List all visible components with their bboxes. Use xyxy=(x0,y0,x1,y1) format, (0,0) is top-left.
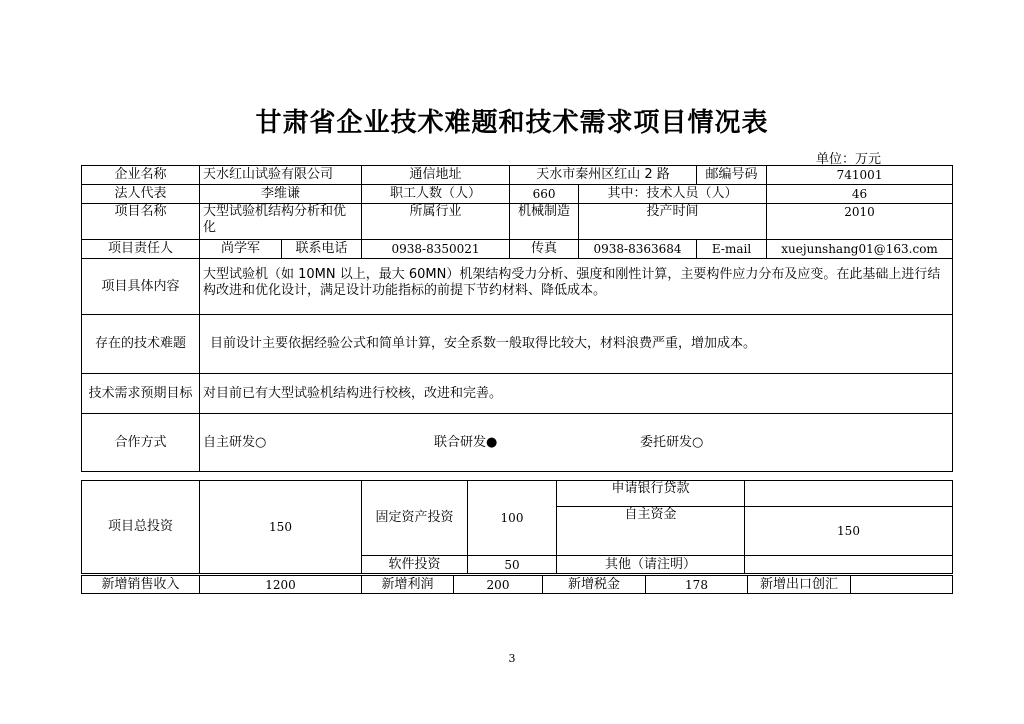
profit-value: 200 xyxy=(454,576,543,594)
legal-rep-value: 李维谦 xyxy=(200,185,362,204)
content-label: 项目具体内容 xyxy=(82,259,200,315)
own-funds-value: 150 xyxy=(745,507,953,556)
software-label: 软件投资 xyxy=(362,556,468,574)
export-value xyxy=(851,576,953,594)
project-table xyxy=(81,165,953,472)
unit-label: 单位：万元 xyxy=(816,152,882,167)
revenue-table xyxy=(81,575,953,594)
project-name-value: 大型试验机结构分析和优化 xyxy=(200,204,362,240)
difficulty-value: 目前设计主要依据经验公式和简单计算，安全系数一般取得比较大，材料浪费严重，增加成本。 xyxy=(200,315,953,374)
postcode-label: 邮编号码 xyxy=(697,166,767,185)
page-number: 3 xyxy=(508,652,516,665)
bank-loan-label: 申请银行贷款 xyxy=(557,481,745,507)
phone-label: 联系电话 xyxy=(282,240,362,259)
content-value: 大型试验机（如 10MN 以上，最大 60MN）机架结构受力分析、强度和刚性计算，主要构件应力分布及应变。在此基础上进行结构改进和优化设计，满足设计功能指标的前提下节约材料、降低成本。 xyxy=(200,259,953,315)
profit-label: 新增利润 xyxy=(362,576,454,594)
bank-loan-value xyxy=(745,481,953,507)
tax-value: 178 xyxy=(646,576,748,594)
coop-option-self: 自主研发○ xyxy=(203,434,267,450)
other-label: 其他（请注明） xyxy=(557,556,745,574)
tech-staff-label: 其中：技术人员（人） xyxy=(579,185,767,204)
email-label: E-mail xyxy=(697,240,767,259)
target-label: 技术需求预期目标 xyxy=(82,374,200,414)
fixed-asset-value: 100 xyxy=(468,481,557,556)
leader-value: 尚学军 xyxy=(200,240,282,259)
sales-value: 1200 xyxy=(200,576,362,594)
address-value: 天水市秦州区红山 2 路 xyxy=(510,166,697,185)
industry-value: 机械制造 xyxy=(510,204,579,240)
other-value xyxy=(745,556,953,574)
investment-total: 150 xyxy=(200,481,362,574)
fixed-asset-label: 固定资产投资 xyxy=(362,481,468,556)
difficulty-label: 存在的技术难题 xyxy=(82,315,200,374)
target-value: 对目前已有大型试验机结构进行校核，改进和完善。 xyxy=(200,374,953,414)
page-title: 甘肃省企业技术难题和技术需求项目情况表 xyxy=(255,108,769,138)
staff-count-value: 660 xyxy=(510,185,579,204)
software-value: 50 xyxy=(468,556,557,574)
tech-staff-value: 46 xyxy=(767,185,953,204)
cooperation-label: 合作方式 xyxy=(82,414,200,472)
address-label: 通信地址 xyxy=(362,166,510,185)
own-funds-label: 自主资金 xyxy=(557,507,745,556)
production-date-label: 投产时间 xyxy=(579,204,767,240)
leader-label: 项目责任人 xyxy=(82,240,200,259)
company-label: 企业名称 xyxy=(82,166,200,185)
coop-option-joint: 联合研发● xyxy=(434,434,498,450)
tax-label: 新增税金 xyxy=(543,576,646,594)
postcode-value: 741001 xyxy=(767,166,953,185)
staff-count-label: 职工人数（人） xyxy=(362,185,510,204)
export-label: 新增出口创汇 xyxy=(748,576,851,594)
fax-label: 传真 xyxy=(510,240,579,259)
production-date-value: 2010 xyxy=(767,204,953,240)
company-value: 天水红山试验有限公司 xyxy=(200,166,362,185)
industry-label: 所属行业 xyxy=(362,204,510,240)
phone-value: 0938-8350021 xyxy=(362,240,510,259)
sales-label: 新增销售收入 xyxy=(82,576,200,594)
project-name-label: 项目名称 xyxy=(82,204,200,240)
fax-value: 0938-8363684 xyxy=(579,240,697,259)
legal-rep-label: 法人代表 xyxy=(82,185,200,204)
investment-table xyxy=(81,480,953,574)
investment-label: 项目总投资 xyxy=(82,481,200,574)
cooperation-options xyxy=(200,414,953,472)
email-value: xuejunshang01@163.com xyxy=(767,240,953,259)
coop-option-commission: 委托研发○ xyxy=(640,434,704,450)
